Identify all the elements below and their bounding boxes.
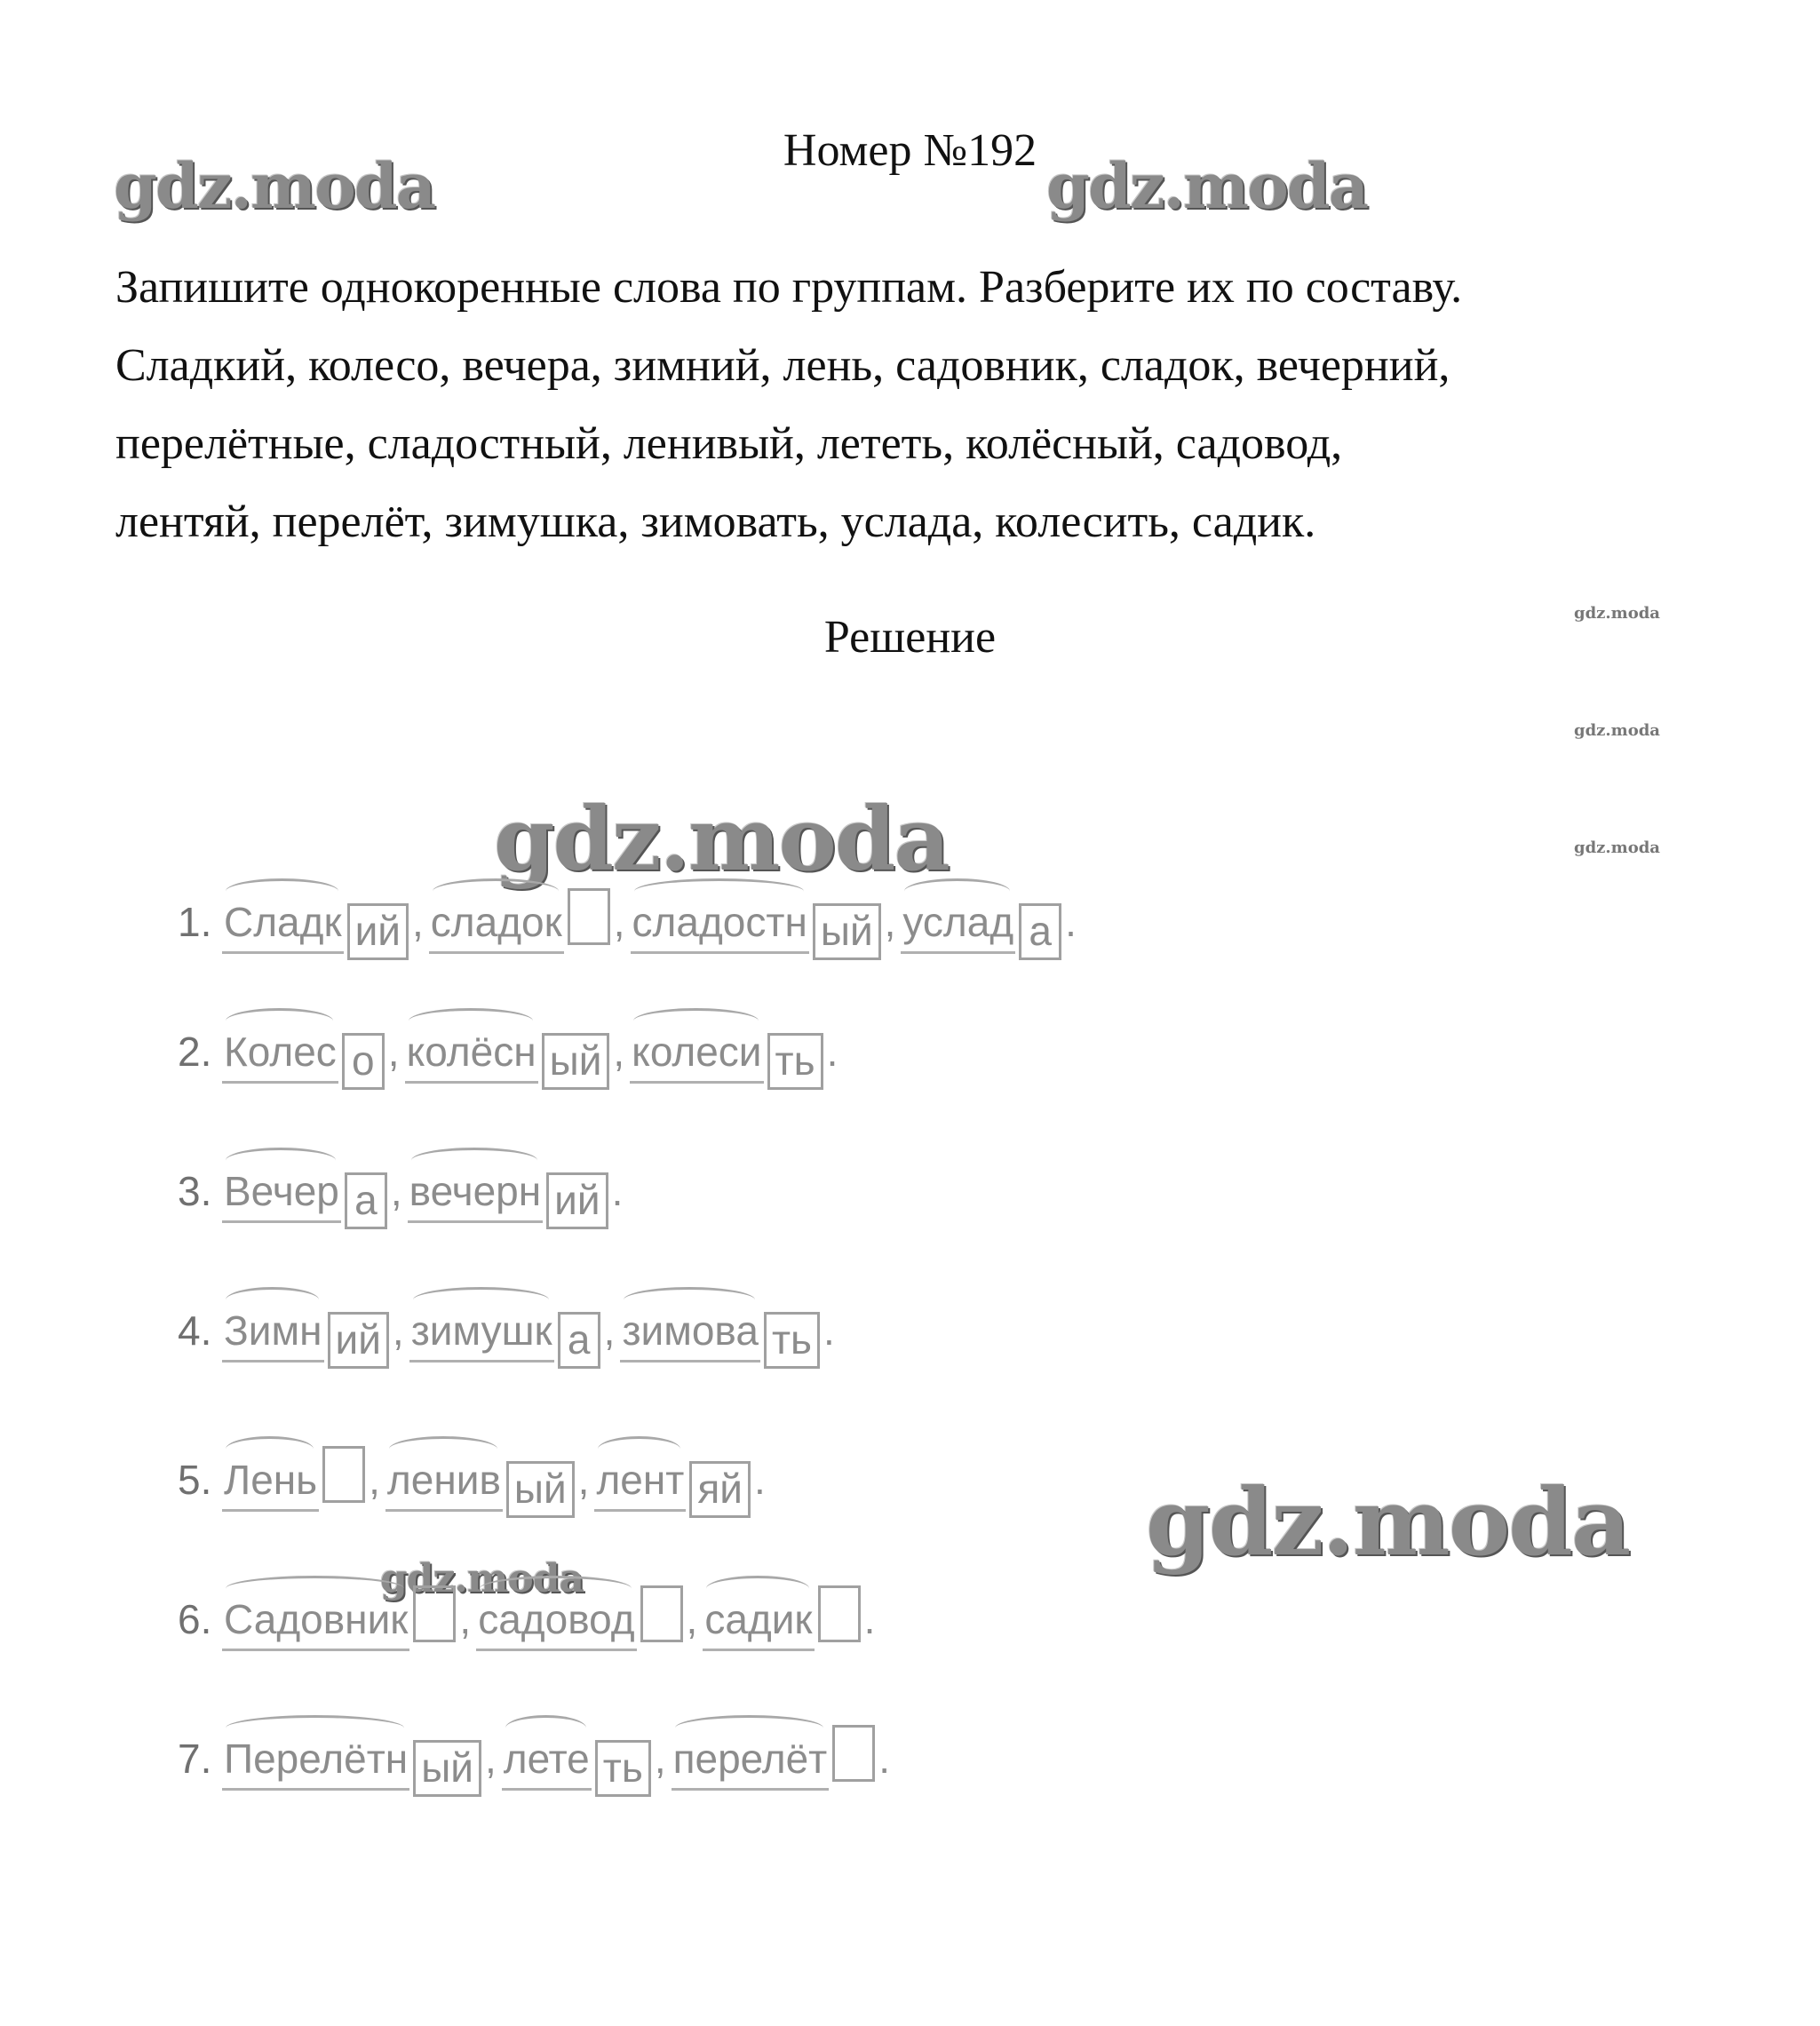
analyzed-word <box>222 1446 365 1512</box>
analysis-row <box>178 1585 880 1692</box>
word-stem: Лень <box>222 1456 319 1512</box>
row-number: 2. <box>178 1029 212 1075</box>
watermark-logo: gdz.moda <box>380 1556 584 1601</box>
punctuation: , <box>392 1307 404 1354</box>
analyzed-word <box>222 1735 481 1797</box>
task-line: Запишите однокоренные слова по группам. Разберите их по составу. <box>115 262 1463 313</box>
analyzed-word <box>594 1456 751 1518</box>
row-number: 1. <box>178 899 212 945</box>
analyzed-word <box>222 1307 389 1369</box>
row-number: 4. <box>178 1307 212 1354</box>
word-ending-box: ий <box>347 903 409 960</box>
word-ending-box: а <box>558 1312 600 1369</box>
punctuation: . <box>863 1596 876 1642</box>
analysis-row <box>178 1167 628 1274</box>
word-ending-box: ий <box>546 1172 608 1229</box>
watermark-small: gdz.moda <box>1574 721 1660 740</box>
punctuation: , <box>387 1029 400 1075</box>
word-ending-box <box>818 1585 861 1642</box>
word-ending-box: а <box>345 1172 387 1229</box>
punctuation: , <box>577 1457 590 1503</box>
task-text <box>115 249 1714 561</box>
analyzed-word <box>222 1028 385 1090</box>
row-number: 6. <box>178 1596 212 1642</box>
word-stem: Сладк <box>222 898 344 954</box>
analyzed-word <box>222 1585 456 1651</box>
row-number: 5. <box>178 1457 212 1503</box>
task-line: лентяй, перелёт, зимушка, зимовать, услада, колесить, садик. <box>115 497 1316 547</box>
word-stem: лете <box>502 1735 592 1791</box>
word-stem: Перелётн <box>222 1735 409 1791</box>
word-stem: колеси <box>630 1028 763 1084</box>
punctuation: , <box>369 1457 380 1503</box>
punctuation: , <box>412 899 424 945</box>
punctuation: , <box>603 1307 616 1354</box>
word-stem: зимова <box>620 1307 760 1363</box>
word-ending-box: ть <box>767 1033 823 1090</box>
punctuation: , <box>613 899 625 945</box>
watermark-small: gdz.moda <box>1574 838 1660 857</box>
analyzed-word <box>385 1456 575 1518</box>
word-ending-box <box>832 1725 875 1782</box>
analysis-row <box>178 888 1082 995</box>
word-stem: зимушк <box>409 1307 554 1363</box>
word-ending-box: яй <box>689 1461 751 1518</box>
analyzed-word <box>631 898 881 960</box>
word-ending-box: ый <box>542 1033 610 1090</box>
punctuation: , <box>613 1029 625 1075</box>
watermark-logo: gdz.moda <box>1046 149 1368 223</box>
punctuation: . <box>823 1307 835 1354</box>
word-stem: перелёт <box>672 1735 830 1791</box>
analyzed-word <box>502 1735 651 1797</box>
analyzed-word <box>429 888 610 954</box>
analyzed-word <box>672 1725 876 1791</box>
word-ending-box: ий <box>328 1312 389 1369</box>
word-stem: сладостн <box>631 898 809 954</box>
analyzed-word <box>620 1307 820 1369</box>
word-ending-box <box>640 1585 683 1642</box>
word-ending-box: а <box>1019 903 1061 960</box>
word-stem: колёсн <box>405 1028 538 1084</box>
punctuation: , <box>390 1168 402 1214</box>
word-stem: вечерн <box>408 1167 544 1223</box>
punctuation: , <box>654 1736 666 1782</box>
task-line: перелётные, сладостный, ленивый, лететь, колёсный, садовод, <box>115 418 1343 469</box>
punctuation: . <box>878 1736 890 1782</box>
word-ending-box: ый <box>506 1461 575 1518</box>
word-ending-box: о <box>342 1033 385 1090</box>
analyzed-word <box>901 898 1061 960</box>
row-number: 7. <box>178 1736 212 1782</box>
analyzed-word <box>222 898 409 960</box>
word-stem: Зимн <box>222 1307 324 1363</box>
word-ending-box: ть <box>764 1312 820 1369</box>
analyzed-word <box>630 1028 823 1090</box>
task-line: Сладкий, колесо, вечера, зимний, лень, садовник, сладок, вечерний, <box>115 340 1450 391</box>
watermark-logo: gdz.moda <box>1146 1467 1630 1577</box>
punctuation: , <box>459 1596 472 1642</box>
word-stem: садик <box>703 1595 814 1651</box>
analyzed-word <box>703 1585 860 1651</box>
watermark-logo: gdz.moda <box>494 789 949 891</box>
word-stem: услад <box>901 898 1015 954</box>
word-ending-box <box>413 1585 456 1642</box>
analyzed-word <box>222 1167 387 1229</box>
punctuation: . <box>1065 899 1077 945</box>
word-stem: Садовник <box>222 1595 409 1651</box>
punctuation: . <box>826 1029 838 1075</box>
page-title: Номер №192 <box>783 125 1037 176</box>
analyzed-word <box>476 1585 682 1651</box>
word-ending-box: ый <box>813 903 881 960</box>
word-stem: сладок <box>429 898 564 954</box>
word-stem: лент <box>594 1456 686 1512</box>
word-ending-box: ый <box>413 1740 481 1797</box>
punctuation: . <box>611 1168 624 1214</box>
analyzed-word <box>405 1028 610 1090</box>
punctuation: , <box>686 1596 698 1642</box>
word-stem: садовод <box>476 1595 636 1651</box>
word-ending-box <box>322 1446 365 1503</box>
word-stem: ленив <box>385 1456 503 1512</box>
solution-heading: Решение <box>823 612 997 663</box>
word-ending-box <box>568 888 610 945</box>
punctuation: , <box>484 1736 497 1782</box>
analysis-row <box>178 1028 843 1134</box>
watermark-logo: gdz.moda <box>114 149 435 223</box>
analyzed-word <box>408 1167 608 1229</box>
word-ending-box: ть <box>595 1740 651 1797</box>
punctuation: . <box>753 1457 766 1503</box>
analysis-row <box>178 1725 895 1831</box>
row-number: 3. <box>178 1168 212 1214</box>
punctuation: , <box>884 899 896 945</box>
analysis-row <box>178 1307 840 1413</box>
word-stem: Вечер <box>222 1167 341 1223</box>
watermark-small: gdz.moda <box>1574 604 1660 623</box>
analyzed-word <box>409 1307 600 1369</box>
word-stem: Колес <box>222 1028 338 1084</box>
analysis-row <box>178 1446 771 1553</box>
